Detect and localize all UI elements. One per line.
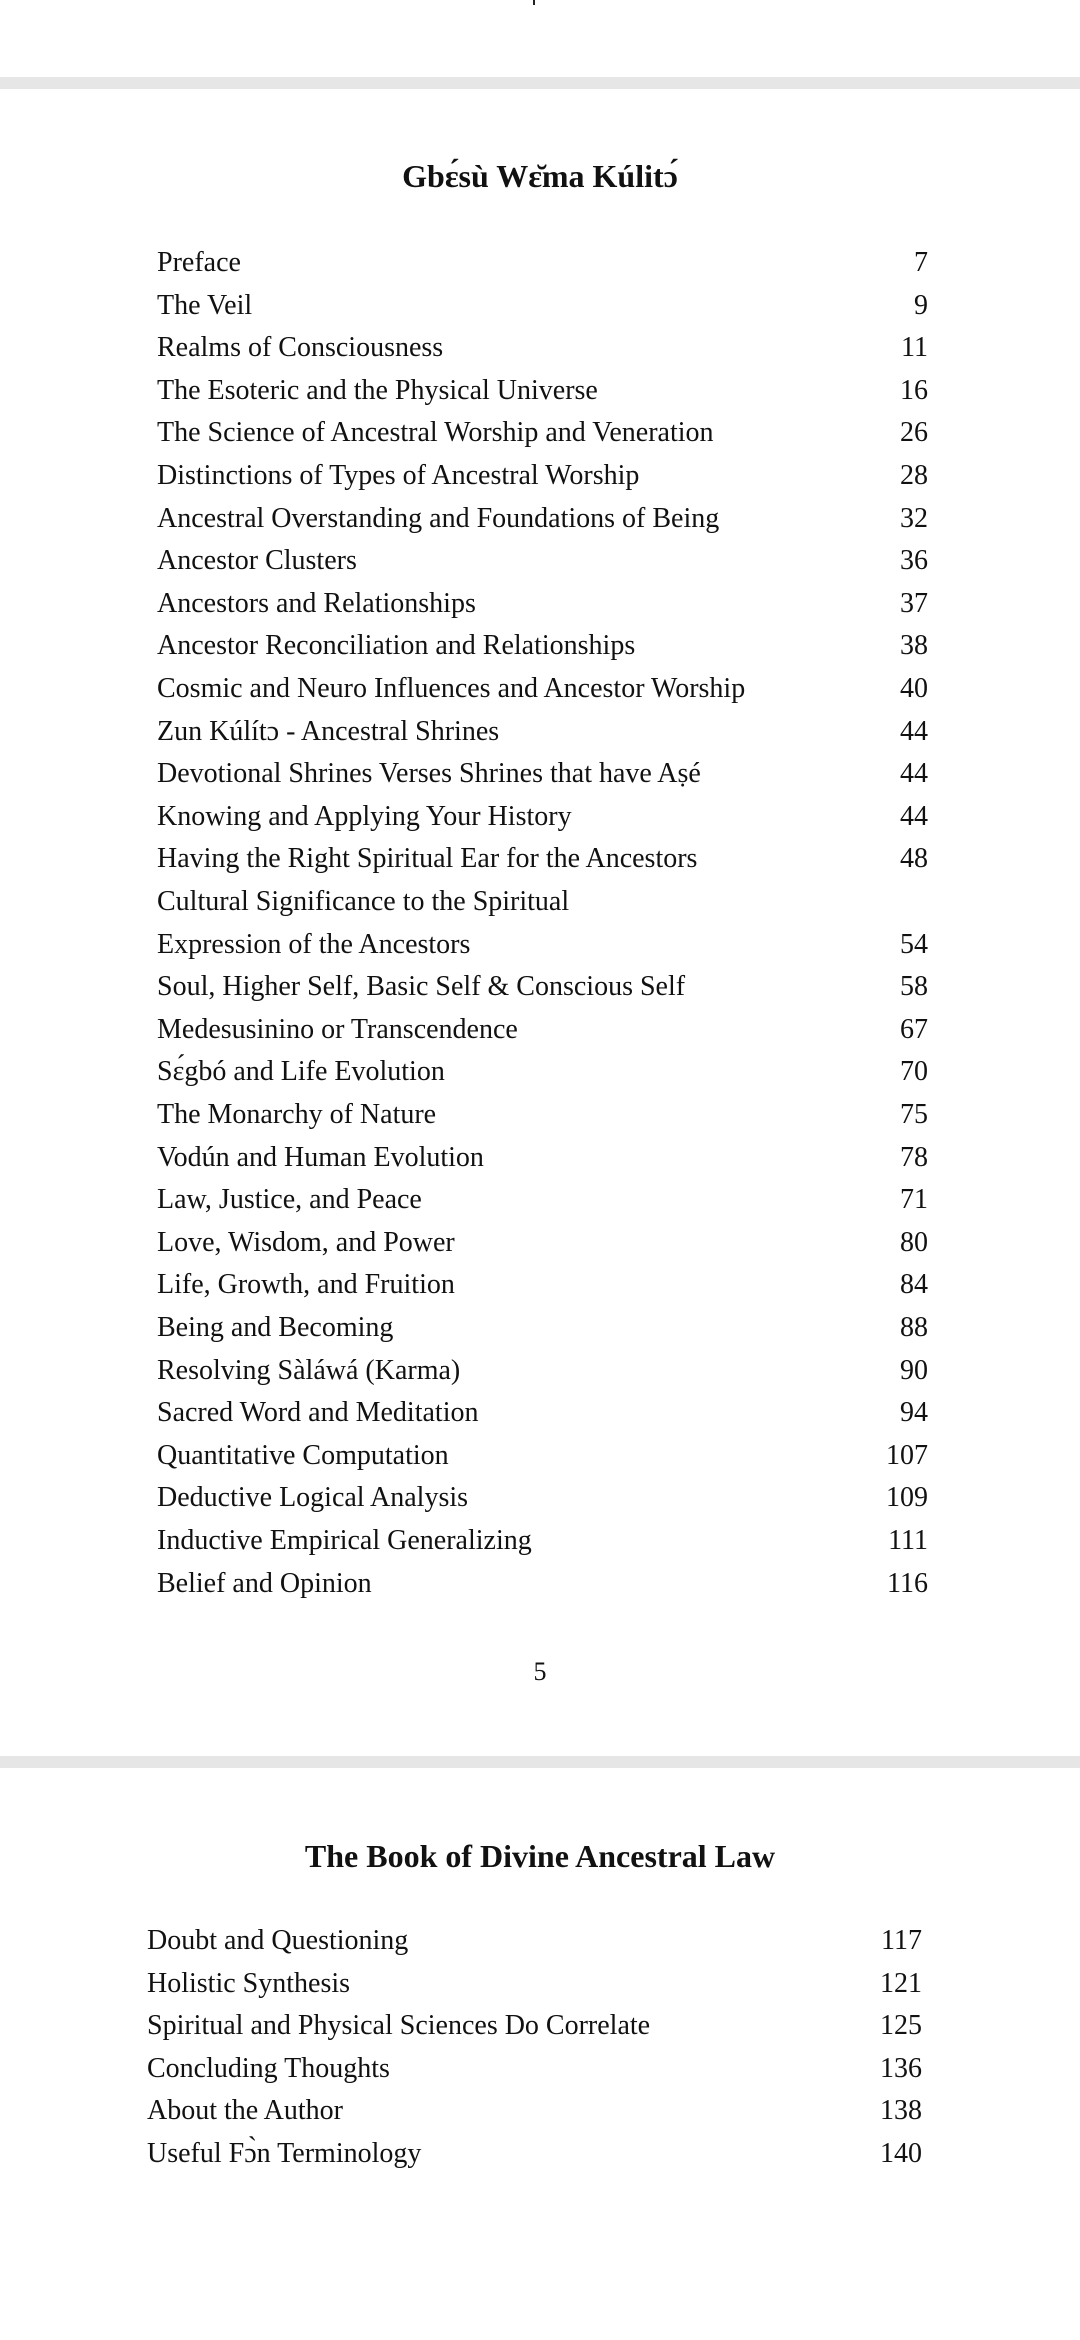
toc-entry[interactable] bbox=[147, 2048, 922, 2090]
toc-entry-page-number: 44 bbox=[900, 715, 928, 747]
toc-entry-title: The Veil bbox=[157, 289, 253, 321]
toc-entry[interactable] bbox=[157, 625, 928, 667]
toc-entry[interactable] bbox=[157, 838, 928, 880]
toc-entry[interactable] bbox=[157, 1307, 928, 1349]
toc-entry-page-number: 28 bbox=[900, 460, 928, 491]
toc-entry-title: Sɛ́gbó and Life Evolution bbox=[157, 1056, 445, 1088]
toc-entry-page-number: 44 bbox=[900, 758, 928, 790]
toc-entry[interactable] bbox=[157, 1009, 928, 1051]
toc-entry[interactable] bbox=[157, 498, 928, 540]
toc-entry-page-number: 7 bbox=[914, 247, 928, 278]
toc-entry-title: The Esoteric and the Physical Universe bbox=[157, 374, 598, 406]
toc-entry[interactable] bbox=[157, 327, 928, 369]
toc-entry-page-number: 107 bbox=[886, 1439, 928, 1471]
toc-entry[interactable] bbox=[157, 370, 928, 412]
toc-entry-title: Cultural Significance to the Spiritual bbox=[157, 886, 570, 917]
toc-entry[interactable] bbox=[157, 966, 928, 1008]
toc-entry[interactable] bbox=[157, 583, 928, 625]
toc-entry[interactable] bbox=[157, 1520, 928, 1562]
toc-entry-title: About the Author bbox=[147, 2095, 343, 2127]
toc-entry-title: Knowing and Applying Your History bbox=[157, 800, 572, 832]
toc-entry-page-number: 90 bbox=[900, 1354, 928, 1386]
toc-entry[interactable] bbox=[157, 1563, 928, 1605]
toc-entry[interactable] bbox=[157, 668, 928, 710]
toc-entry[interactable] bbox=[157, 1392, 928, 1434]
toc-entry[interactable] bbox=[147, 2005, 922, 2047]
toc-entry-title: Love, Wisdom, and Power bbox=[157, 1226, 455, 1258]
toc-entry-page-number: 117 bbox=[881, 1925, 922, 1956]
toc-entry-title: Useful Fɔ̀n Terminology bbox=[147, 2138, 422, 2169]
toc-entry-page-number: 136 bbox=[880, 2052, 922, 2084]
toc-entry-page-number: 32 bbox=[900, 502, 928, 534]
toc-entry[interactable] bbox=[157, 881, 928, 923]
toc-entry[interactable] bbox=[157, 1179, 928, 1221]
page-title: The Book of Divine Ancestral Law bbox=[304, 1838, 776, 1874]
toc-entry[interactable] bbox=[147, 1963, 922, 2005]
toc-entry-page-number: 9 bbox=[914, 289, 928, 321]
toc-entry-title: Law, Justice, and Peace bbox=[157, 1184, 422, 1216]
toc-entry[interactable] bbox=[157, 1350, 928, 1392]
toc-entry-page-number: 88 bbox=[900, 1312, 928, 1343]
toc-entry-page-number: 38 bbox=[900, 630, 928, 662]
toc-entry[interactable] bbox=[157, 1435, 928, 1477]
toc-entry-page-number: 44 bbox=[900, 800, 928, 832]
toc-entry[interactable] bbox=[157, 412, 928, 454]
toc-entry-page-number: 80 bbox=[900, 1226, 928, 1258]
toc-entry-title: Expression of the Ancestors bbox=[157, 928, 471, 960]
previous-page-edge-mark bbox=[533, 0, 535, 5]
toc-entry-page-number: 78 bbox=[900, 1141, 928, 1173]
toc-entry-page-number: 54 bbox=[900, 928, 928, 960]
toc-entry-page-number: 109 bbox=[886, 1482, 928, 1514]
toc-entry-title: Ancestral Overstanding and Foundations of Being bbox=[157, 502, 720, 534]
toc-entry[interactable] bbox=[157, 540, 928, 582]
toc-entry-page-number: 26 bbox=[900, 417, 928, 449]
toc-entry[interactable] bbox=[157, 242, 928, 284]
toc-entry-title: The Monarchy of Nature bbox=[157, 1099, 437, 1130]
toc-entry-page-number: 75 bbox=[900, 1099, 928, 1130]
toc-entry[interactable] bbox=[157, 1051, 928, 1093]
toc-entry-title: Concluding Thoughts bbox=[147, 2052, 390, 2084]
toc-entry-page-number: 84 bbox=[900, 1269, 928, 1301]
toc-entry-title: Ancestor Reconciliation and Relationships bbox=[157, 630, 636, 662]
toc-entry-title: Life, Growth, and Fruition bbox=[157, 1269, 455, 1301]
toc-entry[interactable] bbox=[157, 1477, 928, 1519]
toc-entry-page-number: 37 bbox=[900, 587, 928, 619]
toc-entry-title: Distinctions of Types of Ancestral Worship bbox=[157, 460, 640, 491]
toc-entry[interactable] bbox=[157, 455, 928, 497]
toc-entry-page-number: 67 bbox=[900, 1013, 928, 1045]
toc-entry-title: Doubt and Questioning bbox=[147, 1925, 409, 1956]
toc-entry-page-number: 140 bbox=[880, 2138, 922, 2169]
toc-entry-title: The Science of Ancestral Worship and Veneration bbox=[157, 417, 714, 449]
toc-entry-page-number: 36 bbox=[900, 545, 928, 577]
page-title: Gbɛ́sù Wɛ̆ma Kúlitɔ́ bbox=[402, 158, 678, 194]
toc-entry-title: Resolving Sàláwá (Karma) bbox=[157, 1354, 461, 1386]
toc-entry-page-number: 70 bbox=[900, 1056, 928, 1088]
toc-entry-title: Devotional Shrines Verses Shrines that have Aṣé bbox=[157, 758, 701, 790]
toc-entry-title: Being and Becoming bbox=[157, 1312, 394, 1343]
toc-entry-page-number: 11 bbox=[901, 332, 928, 364]
toc-entry-title: Ancestor Clusters bbox=[157, 545, 357, 577]
toc-entry-title: Sacred Word and Meditation bbox=[157, 1397, 479, 1429]
toc-entry[interactable] bbox=[157, 1264, 928, 1306]
toc-entry-title: Deductive Logical Analysis bbox=[157, 1482, 469, 1514]
toc-entry[interactable] bbox=[157, 1094, 928, 1136]
toc-entry-title: Inductive Empirical Generalizing bbox=[157, 1525, 532, 1556]
toc-entry-title: Medesusinino or Transcendence bbox=[157, 1013, 518, 1045]
toc-entry-page-number: 125 bbox=[880, 2010, 922, 2042]
toc-entry[interactable] bbox=[147, 2133, 922, 2175]
toc-entry-title: Realms of Consciousness bbox=[157, 332, 444, 364]
page-separator bbox=[0, 77, 1080, 89]
toc-entry-title: Vodún and Human Evolution bbox=[157, 1141, 484, 1173]
toc-entry-page-number: 16 bbox=[900, 374, 928, 406]
toc-entry[interactable] bbox=[157, 796, 928, 838]
toc-entry[interactable] bbox=[157, 753, 928, 795]
toc-entry-page-number: 111 bbox=[888, 1525, 928, 1556]
toc-entry-title: Ancestors and Relationships bbox=[157, 587, 476, 619]
toc-entry-title: Having the Right Spiritual Ear for the Ancestors bbox=[157, 843, 698, 875]
toc-entry-title: Soul, Higher Self, Basic Self & Conscious Self bbox=[157, 971, 686, 1003]
page-number: 5 bbox=[533, 1657, 547, 1686]
toc-entry-title: Belief and Opinion bbox=[157, 1567, 372, 1599]
toc-entry-title: Zun Kúlítɔ - Ancestral Shrines bbox=[157, 715, 500, 747]
toc-entry-page-number: 40 bbox=[900, 673, 928, 704]
toc-entry[interactable] bbox=[157, 285, 928, 327]
toc-entry-page-number: 94 bbox=[900, 1397, 928, 1429]
toc-entry-page-number: 116 bbox=[887, 1567, 928, 1599]
toc-entry[interactable] bbox=[147, 1920, 922, 1962]
toc-entry[interactable] bbox=[157, 924, 928, 966]
toc-entry-page-number: 71 bbox=[900, 1184, 928, 1216]
toc-entry[interactable] bbox=[157, 1137, 928, 1179]
toc-entry-page-number: 138 bbox=[880, 2095, 922, 2127]
toc-entry-page-number: 48 bbox=[900, 843, 928, 875]
toc-entry[interactable] bbox=[157, 711, 928, 753]
toc-entry-title: Holistic Synthesis bbox=[147, 1967, 351, 1999]
toc-entry-title: Quantitative Computation bbox=[157, 1439, 449, 1471]
page-separator bbox=[0, 1756, 1080, 1768]
toc-entry[interactable] bbox=[157, 1222, 928, 1264]
toc-entry-title: Spiritual and Physical Sciences Do Correlate bbox=[147, 2010, 651, 2042]
toc-entry-title: Preface bbox=[157, 247, 241, 278]
toc-entry-title: Cosmic and Neuro Influences and Ancestor Worship bbox=[157, 673, 746, 704]
toc-entry-page-number: 58 bbox=[900, 971, 928, 1003]
toc-entry-page-number: 121 bbox=[880, 1967, 922, 1999]
toc-entry[interactable] bbox=[147, 2090, 922, 2132]
